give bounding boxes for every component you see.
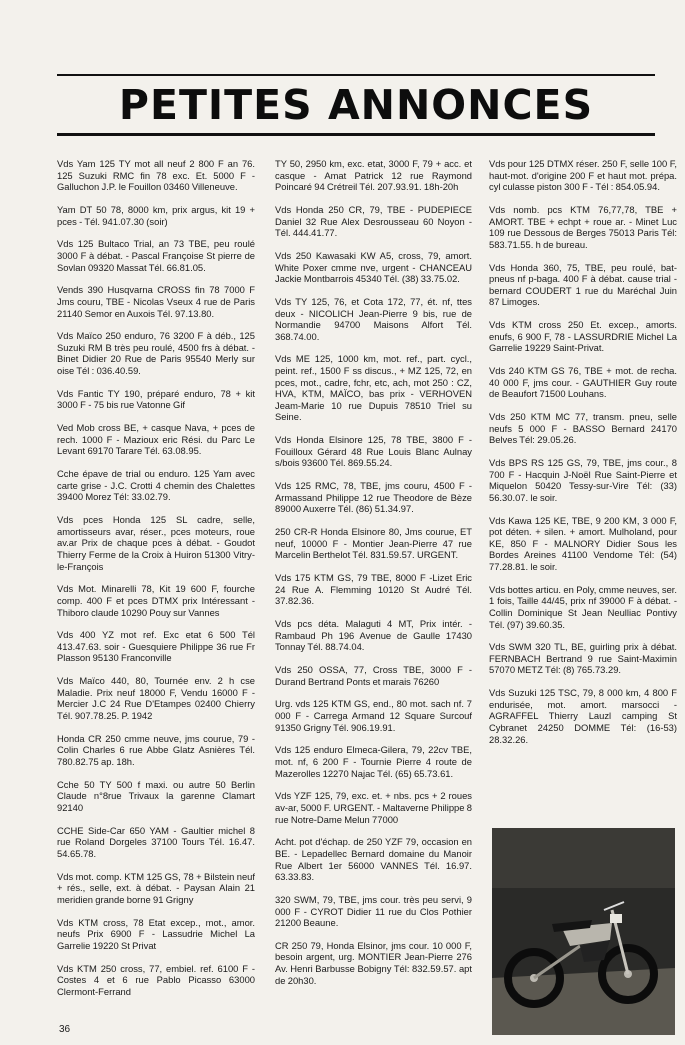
classified-ad: Urg. vds 125 KTM GS, end., 80 mot. sach nf. 7 000 F - Carrega Armand 12 Square Surcouf 91350 Grigny Tél. 906.19.91. xyxy=(275,698,472,733)
ads-column-2 xyxy=(275,158,472,997)
classified-ad: Vds 175 KTM GS, 79 TBE, 8000 F -Lizet Eric 24 Rue A. Flemming 10120 St Audré Tél. 37.82.36. xyxy=(275,572,472,607)
ads-column-1 xyxy=(57,158,255,1009)
classified-ad: Vds Mot. Minarelli 78, Kit 19 600 F, fourche comp. 400 F et pces DTMX prix Intéressant - Thiboro claude 10290 Pouy sur Vannes xyxy=(57,583,255,618)
classified-ad: CCHE Side-Car 650 YAM - Gaultier michel 8 rue Roland Dorgeles 37100 Tours Tél. 16.47. 54.65.78. xyxy=(57,824,255,859)
classified-ad: Cche épave de trial ou enduro. 125 Yam avec carte grise - J.C. Crotti 4 chemin des Chalettes 39400 Morez Tél: 33.02.79. xyxy=(57,468,255,503)
classified-ad: Vds Honda 360, 75, TBE, peu roulé, bat-pneus nf p-baga. 400 F à débat. cause trial - bernard COUDERT 1 rue du Maréchal Juin 87 Limoges. xyxy=(489,261,677,308)
classified-ad: Vds mot. comp. KTM 125 GS, 78 + Bilstein neuf + rés., selle, ext. à débat. - Paysan Alain 21 meridien grande borne 91 Grigny xyxy=(57,870,255,905)
classified-ad: Acht. pot d'échap. de 250 YZF 79, occasion en BE. - Lepadellec Bernard domaine du Manoir Rue Albert 1er 56000 VANNES Tél. 16.97. 63.33.83. xyxy=(275,836,472,883)
classified-ad: Vds Fantic TY 190, préparé enduro, 78 + kit 3000 F - 75 bis rue Vatonne Gif xyxy=(57,387,255,411)
classified-ad: CR 250 79, Honda Elsinor, jms cour. 10 000 F, besoin argent, urg. MONTIER Jean-Pierre 276 Av. Henri Barbusse Bobigny Tél: 832.59.57. apt de 20h30. xyxy=(275,939,472,986)
classified-ad: Yam DT 50 78, 8000 km, prix argus, kit 19 + pces - Tél. 941.07.30 (soir) xyxy=(57,203,255,227)
ads-column-3 xyxy=(489,158,677,756)
classified-ad: Vds 125 enduro Elmeca-Gilera, 79, 22cv TBE, mot. nf, 6 200 F - Tournie Pierre 4 route de Mazerolles 12270 Najac Tél. (65) 65.73.61. xyxy=(275,744,472,779)
classified-ad: Vds 240 KTM GS 76, TBE + mot. de recha. 40 000 F, jms cour. - GAUTHIER Guy route de Beaufort 71500 Louhans. xyxy=(489,365,677,400)
classified-ad: Vds Suzuki 125 TSC, 79, 8 000 km, 4 800 F endurisée, mot. amort. marsocci - AGRAFFEL Thierry Lauzl camping St Cybranet 24250 DOMME Tél: (16-53) 28.32.26. xyxy=(489,687,677,745)
classified-ad: Vds 125 Bultaco Trial, an 73 TBE, peu roulé 3000 F à débat. - Pascal Françoise St pierre de Sovlan 09320 Massat Tél. 66.81.05. xyxy=(57,238,255,273)
classified-ad: Vds Maïco 250 enduro, 76 3200 F à déb., 125 Suzuki RM B très peu roulé, 4500 frs à débat. - Binet Didier 20 Rue de Paris 95540 Merly sur oise Tél : 036.40.59. xyxy=(57,330,255,377)
classified-ad: Vds 250 Kawasaki KW A5, cross, 79, amort. White Poxer cmme nve, urgent - CHANCEAU Jackie Montbarrois 45340 Tél. (38) 33.75.02. xyxy=(275,249,472,285)
classified-ad: Vds BPS RS 125 GS, 79, TBE, jms cour., 8 700 F - Hacquin J-Noël Rue Saint-Pierre et Miquelon 50420 Tessy-sur-Vire Tél: (33) 56.30.07. le soir. xyxy=(489,457,677,503)
classified-ad: Cche 50 TY 500 f maxi. ou autre 50 Berlin Claude n°8rue Trivaux la garenne Clamart 92140 xyxy=(57,778,255,813)
classified-ad: Vds 400 YZ mot ref. Exc etat 6 500 Tél 413.47.63. soir - Guesquiere Philippe 36 rue Fr Plasson 95130 Franconville xyxy=(57,629,255,664)
classified-ad: Vds 125 RMC, 78, TBE, jms couru, 4500 F - Armassand Philippe 12 rue Theodore de Bèze 89000 Auxerre Tél. (86) 51.34.97. xyxy=(275,480,472,515)
classified-ad: Vds Honda Elsinore 125, 78 TBE, 3800 F - Fouilloux Gérard 48 Rue Louis Blanc Aulnay s/bois 93600 Tél. 869.55.24. xyxy=(275,434,472,469)
classified-ad: Vds TY 125, 76, et Cota 172, 77, ét. nf, ttes deux - NICOLICH Jean-Pierre 9 bis, rue de Normandie 94700 Maisons Alfort Tél. 368.74.00. xyxy=(275,295,472,342)
classified-ad: TY 50, 2950 km, exc. etat, 3000 F, 79 + acc. et casque - Amat Patrick 12 rue Raymond Poincaré 94 Crétreil Tél. 207.93.91. 18h-20h xyxy=(275,158,472,193)
classified-ad: Vds KTM 250 cross, 77, embiel. ref. 6100 F - Costes 4 et 6 rue Pablo Picasso 63000 Clermont-Ferrand xyxy=(57,962,255,997)
classified-ad: Honda CR 250 cmme neuve, jms courue, 79 - Colin Charles 6 rue Abbe Glatz Asnières Tél. 780.82.75 ap. 18h. xyxy=(57,732,255,767)
classified-ad: Vds SWM 320 TL, BE, guirling prix à débat. FERNBACH Bertrand 9 rue Saint-Maximin 57070 METZ Tél: (8) 765.73.29. xyxy=(489,641,677,676)
classified-ad: Vds Honda 250 CR, 79, TBE - PUDEPIECE Daniel 32 Rue Alex Desrousseau 60 Noyon - Tél. 444.41.77. xyxy=(275,203,472,239)
classified-ad: Vds Yam 125 TY mot all neuf 2 800 F an 76. 125 Suzuki RMC fin 78 exc. Et. 5000 F - Galluchon J.P. le Fouillon 03460 Villeneuve. xyxy=(57,158,255,193)
classified-ad: Vds pcs déta. Malaguti 4 MT, Prix intér. - Rambaud Ph 196 Avenue de Gaulle 17430 Tonnay Tél. 88.74.04. xyxy=(275,618,472,653)
title-top-rule xyxy=(57,74,655,76)
title-bottom-rule xyxy=(57,133,655,136)
classified-ad: Vds ME 125, 1000 km, mot. ref., part. cycl., peint. ref., 1500 F ss discus., + MZ 125, 72, en pces, mot., cadre, fchr, etc, ach, mot 250 : CZ, HVA, KTM, MAÏCO, bas prix - VERHOVEN Jeam-Marie 10 rue Dupuis 78510 Triel su Seine. xyxy=(275,353,472,423)
classified-ad: Vds KTM cross, 78 Etat excep., mot., amor. neufs Prix 6900 F - Lassudrie Michel La Garrelie 19220 St Privat xyxy=(57,916,255,951)
classified-ad: Vds 250 OSSA, 77, Cross TBE, 3000 F - Durand Bertrand Ponts et marais 76260 xyxy=(275,664,472,687)
page-number: 36 xyxy=(59,1024,71,1035)
classified-ad: Vds bottes articu. en Poly, cmme neuves, ser. 1 fois, Taille 44/45, prix nf 39000 F à débat. - Collin Dominique St Jean Neulliac Pontivy Tél. (97) 39.60.35. xyxy=(489,583,677,630)
classified-ad: 250 CR-R Honda Elsinore 80, Jms courue, ET neuf, 10000 F - Montier Jean-Pierre 47 rue Marcelin Berthelot Tél. 831.59.57. URGENT. xyxy=(275,526,472,561)
classified-ad: Ved Mob cross BE, + casque Nava, + pces de rech. 1000 F - Mazioux eric Rési. du Parc Le Levant 69170 Tarare Tél. 63.08.95. xyxy=(57,422,255,457)
classified-ad: 320 SWM, 79, TBE, jms cour. très peu servi, 9 000 F - CYROT Didier 11 rue du Clos Pothier 21200 Beaune. xyxy=(275,893,472,929)
classified-ad: Vds Kawa 125 KE, TBE, 9 200 KM, 3 000 F, pot déten. + silen. + amort. Mulholand, pour KE, 850 F - MALNORY Didier Sous les Bordes Areines 41100 Vendome Tél: (54) 77.28.81. le soir. xyxy=(489,514,677,572)
classified-ad: Vds nomb. pcs KTM 76,77,78, TBE + AMORT. TBE + echpt + roue ar. - Minet Luc 109 rue Dessous de Berges 75013 Paris Tél: 583.71.55. h de bureau. xyxy=(489,203,677,250)
classified-ad: Vds pour 125 DTMX réser. 250 F, selle 100 F, haut-mot. d'origine 200 F et haut mot. prépa. cyl culasse piston 300 F - Tél : 854.05.94. xyxy=(489,158,677,193)
classified-ad: Vds pces Honda 125 SL cadre, selle, amortisseurs avar, réser., pces moteurs, roue av.ar Prix de chaque pces à débat. - Goudot Thierry Ferme de la Croix à Huiron 51300 Vitry-le-François xyxy=(57,514,255,572)
classified-ad: Vds Maïco 440, 80, Tournée env. 2 h cse Maladie. Prix neuf 18000 F, Vendu 16000 F - Mercier J.C 24 Rue D'Etampes 02400 Chierry Tél. 907.78.25. P. 1942 xyxy=(57,675,255,722)
classified-ad: Vds 250 KTM MC 77, transm. pneu, selle neufs 5 000 F - BASSO Bernard 24170 Belves Tél: 29.05.26. xyxy=(489,411,677,446)
motorcycle-photo xyxy=(492,828,675,1035)
page-title: PETITES ANNONCES xyxy=(118,81,594,129)
classified-ad: Vends 390 Husqvarna CROSS fin 78 7000 F Jms couru, TBE - Nicolas Vseux 4 rue de Paris 21140 Semor en Auxois Tél. 97.13.80. xyxy=(57,284,255,319)
classified-ad: Vds KTM cross 250 Et. excep., amorts. enufs, 6 900 F, 78 - LASSURDRIE Michel La Garrelie 19229 Saint-Privat. xyxy=(489,319,677,354)
classified-ad: Vds YZF 125, 79, exc. et. + nbs. pcs + 2 roues av-ar, 5000 F. URGENT. - Maltaverne Philippe 8 rue Notre-Dame Melun 77000 xyxy=(275,790,472,825)
